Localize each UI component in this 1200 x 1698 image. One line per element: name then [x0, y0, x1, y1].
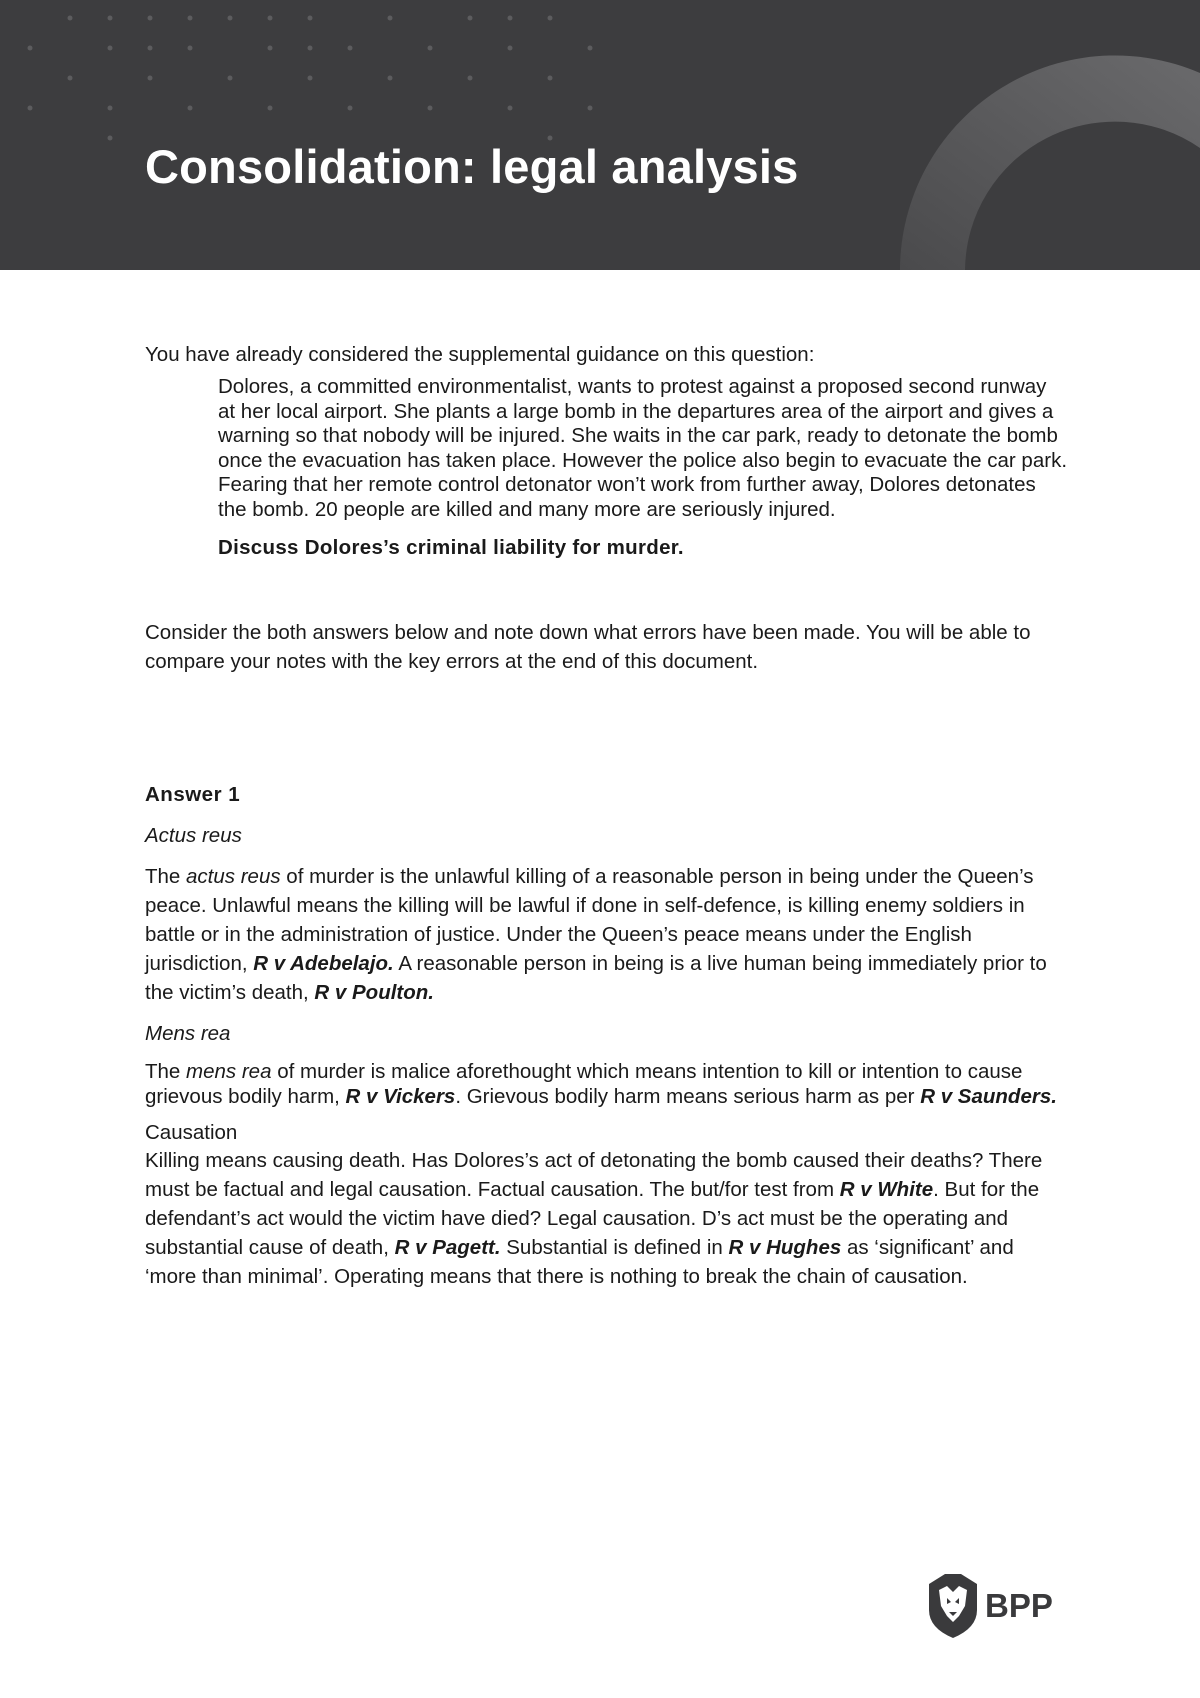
text-run: Substantial is defined in [500, 1235, 729, 1259]
causation-heading: Causation [145, 1121, 238, 1144]
case-citation: R v Pagett. [394, 1235, 501, 1259]
text-run: of murder is the unlawful killing of a reasonable person in being under the Queen’s peace. Unlawful means the killing will be lawful if done in self-defence, is killing enemy soldiers in battle or in the administration of justice. Under the Queen’s peace means under the English jurisdiction, [145, 865, 1034, 975]
case-citation: R v White [839, 1177, 934, 1201]
lion-shield-icon [929, 1574, 977, 1638]
scenario-text: Dolores, a committed environmentalist, wants to protest against a proposed second runway at her local airport. She plants a large bomb in the departures area of the airport and gives a warning so that nobody will be injured. She waits in the car park, ready to detonate the bomb once the evacuation has taken place. However the police also begin to evacuate the car park. Fearing that her remote control detonator won’t work from further away, Dolores detonates the bomb. 20 people are killed and many more are seriously injured. [218, 375, 1068, 521]
term-mens-rea: mens rea [186, 1060, 272, 1083]
text-run: Killing means causing death. Has Dolores’s act of detonating the bomb caused their deaths? There must be factual and legal causation. Factual causation. The but/for test from [145, 1148, 1043, 1201]
case-citation: R v Poulton. [314, 981, 434, 1004]
answer-1-title: Answer 1 [145, 783, 241, 806]
actus-reus-paragraph [145, 862, 1065, 1007]
text-run: . Grievous bodily harm means serious harm as per [455, 1084, 921, 1108]
text-run: . But for the defendant’s act would the victim have died? Legal causation. D’s act must be the operating and substantial cause of death, [145, 1177, 1040, 1259]
term-actus-reus: actus reus [186, 865, 281, 888]
logo-text: BPP [985, 1587, 1053, 1624]
case-citation: R v Saunders. [920, 1084, 1057, 1108]
banner-decoration [0, 0, 1200, 270]
case-citation: R v Adebelajo. [253, 952, 394, 975]
text-run: of murder is malice aforethought which means intention to kill or intention to cause grievous bodily harm, [145, 1060, 1023, 1108]
text-run: as ‘significant’ and ‘more than minimal’. Operating means that there is nothing to break the chain of causation. [145, 1235, 1014, 1288]
page-title: Consolidation: legal analysis [145, 140, 799, 193]
intro-text: You have already considered the supplemental guidance on this question: [145, 343, 815, 366]
text-run: The [145, 865, 187, 888]
header-banner [0, 0, 1200, 270]
actus-reus-heading: Actus reus [145, 824, 242, 847]
text-run: The [145, 1060, 187, 1083]
case-citation: R v Vickers [345, 1084, 456, 1108]
scenario-question: Discuss Dolores’s criminal liability for murder. [218, 536, 684, 559]
mens-rea-heading: Mens rea [145, 1022, 231, 1045]
causation-paragraph [145, 1146, 1065, 1291]
bpp-logo [925, 1570, 1060, 1640]
text-run: A reasonable person in being is a live human being immediately prior to the victim’s death, [145, 952, 1047, 1004]
case-citation: R v Hughes [728, 1235, 842, 1259]
document-body [145, 340, 1068, 1291]
mens-rea-paragraph [145, 1060, 1065, 1109]
instructions-text: Consider the both answers below and note down what errors have been made. You will be able to compare your notes with the key errors at the end of this document. [145, 621, 1031, 673]
